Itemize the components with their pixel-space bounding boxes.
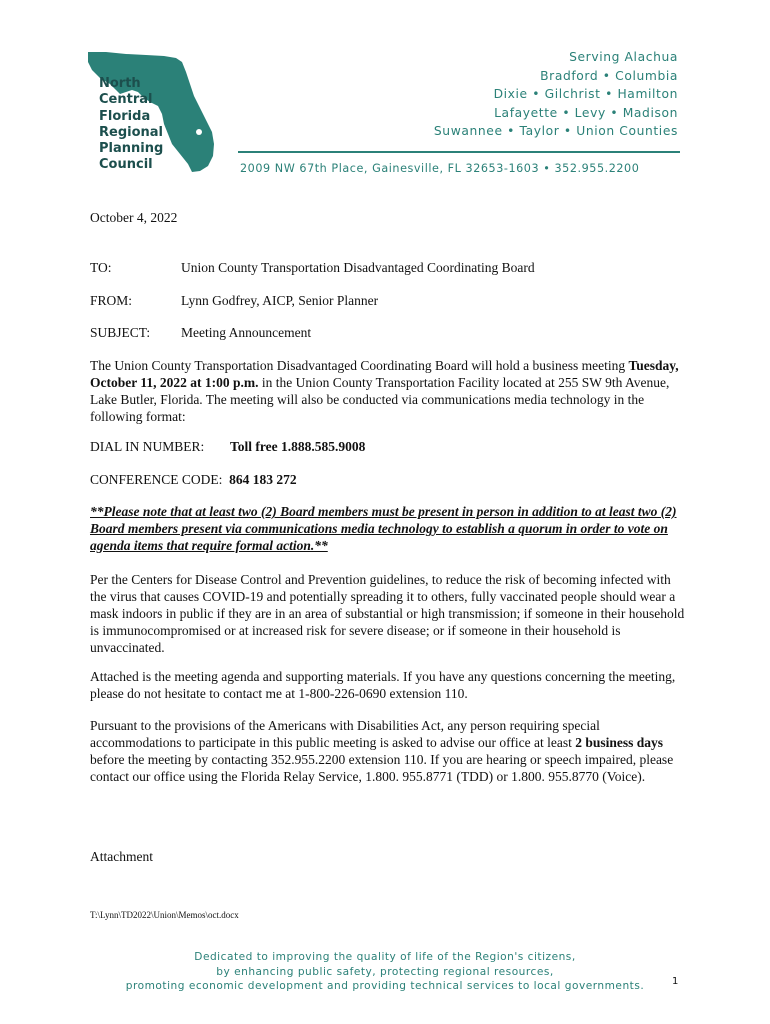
file-path: T:\Lynn\TD2022\Union\Memos\oct.docx: [90, 910, 239, 920]
ada-paragraph: [90, 717, 690, 785]
conference-code: [90, 471, 297, 488]
conference-code-value: 864 183 272: [229, 472, 297, 487]
footer-line: Dedicated to improving the quality of life of the Region's citizens,: [194, 951, 576, 963]
cdc-paragraph: Per the Centers for Disease Control and Prevention guidelines, to reduce the risk of becoming infected with the virus that causes COVID-19 and potentially spreading it to others, fully vaccinated people should wear a mask indoors in public if they are in an area of substantial or high transmission; if someone in their household is immunocompromised or at increased risk for severe disease; or if someone in their household is unvaccinated.: [90, 572, 685, 655]
meeting-text-a: The Union County Transportation Disadvantaged Coordinating Board will hold a business meeting: [90, 358, 626, 373]
ada-text-b: before the meeting by contacting 352.955.2200 extension 110. If you are hearing or speech impaired, please contact our office using the Florida Relay Service, 1.800. 955.8771 (TDD) or 1.800. 955.8770 (Voice).: [90, 752, 674, 784]
serving-line: Suwannee • Taylor • Union Counties: [433, 124, 678, 138]
meeting-paragraph: [90, 357, 690, 425]
footer-line: promoting economic development and providing technical services to local governments.: [125, 980, 645, 992]
org-name: [99, 76, 163, 174]
footer-mission: [80, 950, 690, 994]
from-value: Lynn Godfrey, AICP, Senior Planner: [181, 293, 379, 308]
lake-okeechobee: [196, 129, 202, 135]
org-line: Regional: [99, 124, 164, 140]
org-address: 2009 NW 67th Place, Gainesville, FL 32653-1603 • 352.955.2200: [240, 162, 640, 175]
subject-label: SUBJECT:: [90, 325, 151, 340]
serving-line: Serving Alachua: [569, 50, 678, 64]
serving-line: Dixie • Gilchrist • Hamilton: [493, 87, 678, 101]
page-number: 1: [672, 976, 679, 987]
org-line: Planning: [99, 141, 164, 157]
org-line: Florida: [99, 108, 151, 124]
from-label: FROM:: [90, 293, 133, 308]
serving-line: Bradford • Columbia: [540, 68, 678, 83]
dial-in-number: Toll free 1.888.585.9008: [230, 439, 366, 454]
to-label: TO:: [90, 260, 112, 275]
ada-business-days: 2 business days: [575, 735, 664, 750]
conference-code-label: CONFERENCE CODE:: [90, 472, 223, 487]
serving-line: Lafayette • Levy • Madison: [494, 105, 678, 120]
quorum-note: **Please note that at least two (2) Board members must be present in person in addition to at least two (2) Board members present via communications media technology to establish a quorum in order to vote on agenda items that require formal action.**: [90, 504, 677, 553]
attachment-paragraph: Attached is the meeting agenda and supporting materials. If you have any questions concerning the meeting, please do not hesitate to contact me at 1-800-226-0690 extension 110.: [90, 669, 676, 701]
ada-text-a: Pursuant to the provisions of the Americans with Disabilities Act, any person requiring special accommodations to participate in this public meeting is asked to advise our office at least: [90, 718, 600, 750]
memo-date: October 4, 2022: [90, 210, 178, 225]
serving-counties: [434, 48, 678, 141]
header-rule: [238, 151, 680, 153]
org-line: Central: [99, 92, 153, 108]
attachment-label: Attachment: [90, 849, 153, 864]
org-line: North: [99, 76, 141, 91]
meeting-text-b: in the Union County Transportation Facility located at 255 SW 9th Avenue, Lake Butler, Florida. The meeting will also be conducted via communications media technology in the following format:: [90, 375, 670, 424]
to-value: Union County Transportation Disadvantaged Coordinating Board: [181, 260, 535, 275]
meeting-datetime: Tuesday, October 11, 2022 at 1:00 p.m.: [90, 358, 679, 390]
org-line: Council: [99, 157, 153, 173]
subject-value: Meeting Announcement: [181, 325, 312, 340]
dial-in-label: DIAL IN NUMBER:: [90, 439, 205, 454]
footer-line: by enhancing public safety, protecting regional resources,: [216, 965, 554, 978]
